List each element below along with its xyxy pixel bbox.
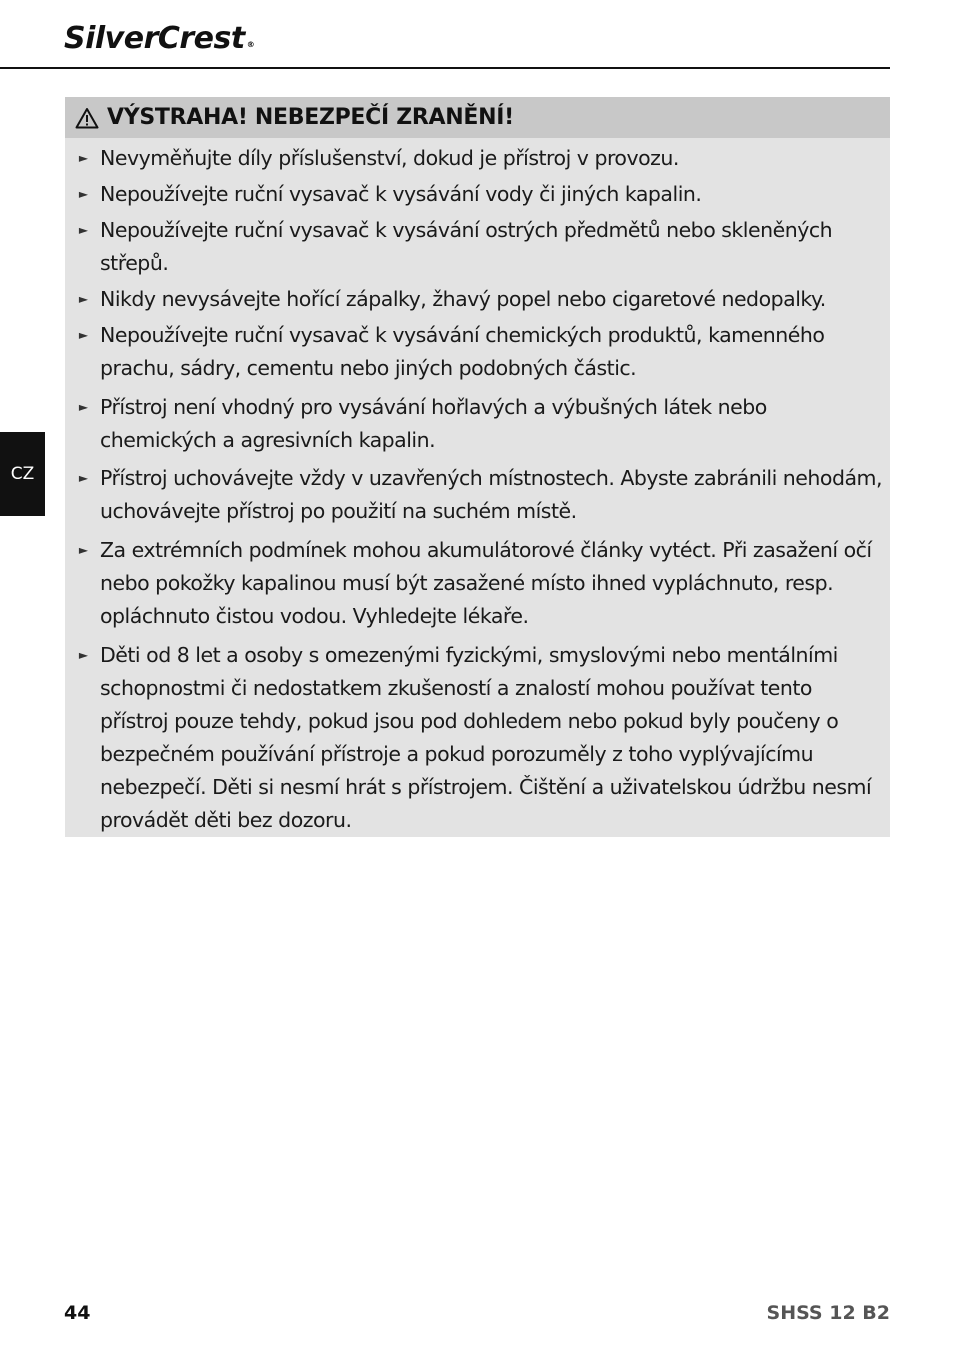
list-item-text: Nevyměňujte díly příslušenství, dokud je přístroj v provozu. <box>100 146 679 170</box>
list-item-text: Nepoužívejte ruční vysavač k vysávání vody či jiných kapalin. <box>100 182 702 206</box>
list-item-text: Přístroj uchovávejte vždy v uzavřených místnostech. Abyste zabránili nehodám, uchovávejte přístroj po použití na suchém místě. <box>100 466 883 523</box>
bullet-arrow-icon: ► <box>78 471 89 485</box>
bullet-arrow-icon: ► <box>78 292 89 306</box>
brand-name: SilverCrest <box>64 21 245 56</box>
warning-box <box>65 97 890 837</box>
bullet-arrow-icon: ► <box>78 223 89 237</box>
list-item-text: Děti od 8 let a osoby s omezenými fyzickými, smyslovými nebo mentálními schopnostmi či nedostatkem zkušeností a znalostí mohou používat tento přístroj pouze tehdy, pokud jsou pod dohledem nebo pokud byly poučeny o bezpečném používání přístroje a pokud porozuměly z toho vyplývajícímu nebezpečí. Děti si nesmí hrát s přístrojem. Čištění a uživatelskou údržbu nesmí provádět děti bez dozoru. <box>100 643 872 832</box>
list-item <box>65 534 890 633</box>
page-number: 44 <box>64 1302 91 1324</box>
brand-logo <box>64 20 254 58</box>
bullet-arrow-icon: ► <box>78 151 89 165</box>
list-item <box>65 639 890 837</box>
bullet-arrow-icon: ► <box>78 400 89 414</box>
list-item <box>65 391 890 457</box>
list-item <box>65 214 890 280</box>
list-item <box>65 142 890 175</box>
list-item <box>65 283 890 316</box>
list-item <box>65 319 890 385</box>
bullet-arrow-icon: ► <box>78 187 89 201</box>
warning-header <box>65 97 890 138</box>
bullet-arrow-icon: ► <box>78 543 89 557</box>
model-code: SHSS 12 B2 <box>766 1302 890 1324</box>
language-tab <box>0 432 45 516</box>
list-item-text: Nikdy nevysávejte hořící zápalky, žhavý popel nebo cigaretové nedopalky. <box>100 287 826 311</box>
registered-mark: ® <box>246 40 255 49</box>
list-item-text: Nepoužívejte ruční vysavač k vysávání ostrých předmětů nebo skleněných střepů. <box>100 218 833 275</box>
list-item-text: Za extrémních podmínek mohou akumulátorové články vytéct. Při zasažení očí nebo pokožky kapalinou musí být zasažené místo ihned vypláchnuto, resp. opláchnuto čistou vodou. Vyhledejte lékaře. <box>100 538 872 628</box>
list-item-text: Přístroj není vhodný pro vysávání hořlavých a výbušných látek nebo chemických a agresivních kapalin. <box>100 395 767 452</box>
list-item <box>65 178 890 211</box>
bullet-arrow-icon: ► <box>78 328 89 342</box>
list-item <box>65 462 890 528</box>
language-tab-label: CZ <box>10 464 35 484</box>
warning-triangle-icon <box>75 107 99 129</box>
list-item-text: Nepoužívejte ruční vysavač k vysávání chemických produktů, kamenného prachu, sádry, cementu nebo jiných podobných částic. <box>100 323 825 380</box>
warning-title: VÝSTRAHA! NEBEZPEČÍ ZRANĚNÍ! <box>107 105 514 130</box>
bullet-arrow-icon: ► <box>78 648 89 662</box>
header-rule <box>0 67 890 69</box>
